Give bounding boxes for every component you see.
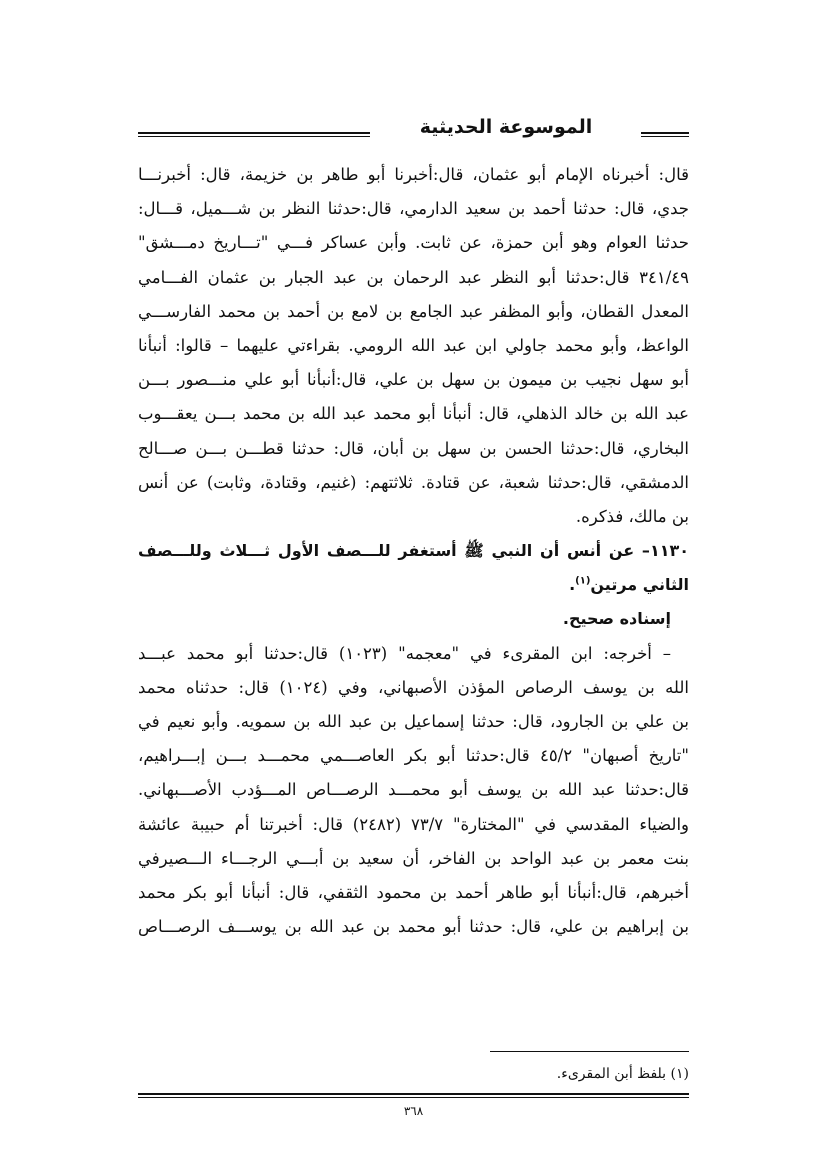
header-rule: [138, 136, 370, 137]
body-line: ٣٤١/٤٩ قال:حدثنا أبو النظر عبد الرحمان بن عبد الجبار بن عثمان الفـــامي: [138, 267, 689, 287]
body-line: بن مالك، فذكره.: [575, 506, 689, 526]
takhrij-line: بن إبراهيم بن علي، قال: حدثنا أبو محمد بن عبد الله بن يوســـف الرصـــاص: [138, 917, 689, 937]
header-rule: [138, 132, 370, 134]
takhrij-line: "تاريخ أصبهان" ٤٥/٢ قال:حدثنا أبو بكر العاصـــمي محمـــد بـــن إبـــراهيم،: [138, 746, 689, 766]
footer-rule: [138, 1093, 689, 1095]
hadith-text: ١١٣٠– عن أنس أن النبي ﷺ أستغفر للـــصف الأول ثـــلاث وللـــصف: [138, 541, 689, 561]
footnote: (١) بلفظ أبن المقرىء.: [556, 1066, 689, 1082]
body-line: الدمشقي، قال:حدثنا شعبة، عن قتادة. ثلاثتهم: (غنيم، وقتادة، وثابت) عن أنس: [138, 472, 689, 492]
body-line: قال: أخبرناه الإمام أبو عثمان، قال:أخبرنا أبو طاهر بن خزيمة، قال: أخبرنـــا: [138, 165, 689, 184]
takhrij-line: بنت معمر بن عبد الواحد بن الفاخر، أن سعيد بن أبـــي الرجـــاء الـــصيرفي: [138, 848, 689, 868]
hadith-text-end: [138, 568, 689, 602]
takhrij-line: – أخرجه: ابن المقرىء في "معجمه" (١٠٢٣) قال:حدثنا أبو محمد عبـــد: [138, 643, 671, 663]
body-line: الواعظ، وأبو محمد جاولي ابن عبد الله الرومي. بقراءتي عليهما – قالوا: أنبأنا: [138, 335, 689, 355]
hadith-grading: إسناده صحيح.: [562, 609, 671, 629]
header-rule: [641, 132, 689, 134]
takhrij-line: قال:حدثنا عبد الله بن يوسف أبو محمـــد الرصـــاص المـــؤدب الأصـــبهاني.: [138, 780, 689, 800]
body-line: أبو سهل نجيب بن ميمون بن سهل بن علي، قال:أنبأنا أبو علي منـــصور بـــن: [138, 370, 689, 390]
hadith-period: .: [569, 575, 576, 595]
footnote-ref: (١): [575, 575, 591, 587]
body-line: المعدل القطان، وأبو المظفر عبد الجامع بن لامع بن أحمد بن محمد الفارســـي: [138, 301, 689, 321]
takhrij-line: أخبرهم، قال:أنبأنا أبو طاهر أحمد بن محمود الثقفي، قال: أنبأنا أبو بكر محمد: [138, 882, 689, 902]
footer-rule: [138, 1097, 689, 1098]
page-number: ٣٦٨: [403, 1104, 424, 1118]
takhrij-line: الله بن يوسف الرصاص المؤذن الأصبهاني، وفي (١٠٢٤) قال: حدثناه محمد: [138, 677, 689, 697]
page-body: [138, 158, 689, 944]
running-header: [138, 112, 689, 142]
takhrij-line: بن علي بن الجارود، قال: حدثنا إسماعيل بن عبد الله بن سمويه. وأبو نعيم في: [138, 712, 689, 731]
body-line: عبد الله بن خالد الذهلي، قال: أنبأنا أبو محمد عبد الله بن محمد بـــن يعقـــوب: [138, 404, 689, 424]
header-rule: [641, 136, 689, 137]
header-title: الموسوعة الحديثية: [419, 116, 593, 138]
footnote-rule: [490, 1051, 689, 1052]
body-line: جدي، قال: حدثنا أحمد بن سعيد الدارمي، قال:حدثنا النظر بن شـــميل، قـــال:: [138, 199, 689, 219]
hadith-line2: الثاني مرتين: [590, 575, 689, 595]
body-line: البخاري، قال:حدثنا الحسن بن سهل بن أبان، قال: حدثنا قطـــن بـــن صـــالح: [138, 438, 689, 458]
body-line: حدثنا العوام وهو أبن حمزة، عن ثابت. وأبن عساكر فـــي "تـــاريخ دمـــشق": [138, 233, 689, 253]
takhrij-line: والضياء المقدسي في "المختارة" ٧٣/٧ (٢٤٨٢) قال: أخبرتنا أم حبيبة عائشة: [138, 814, 689, 834]
